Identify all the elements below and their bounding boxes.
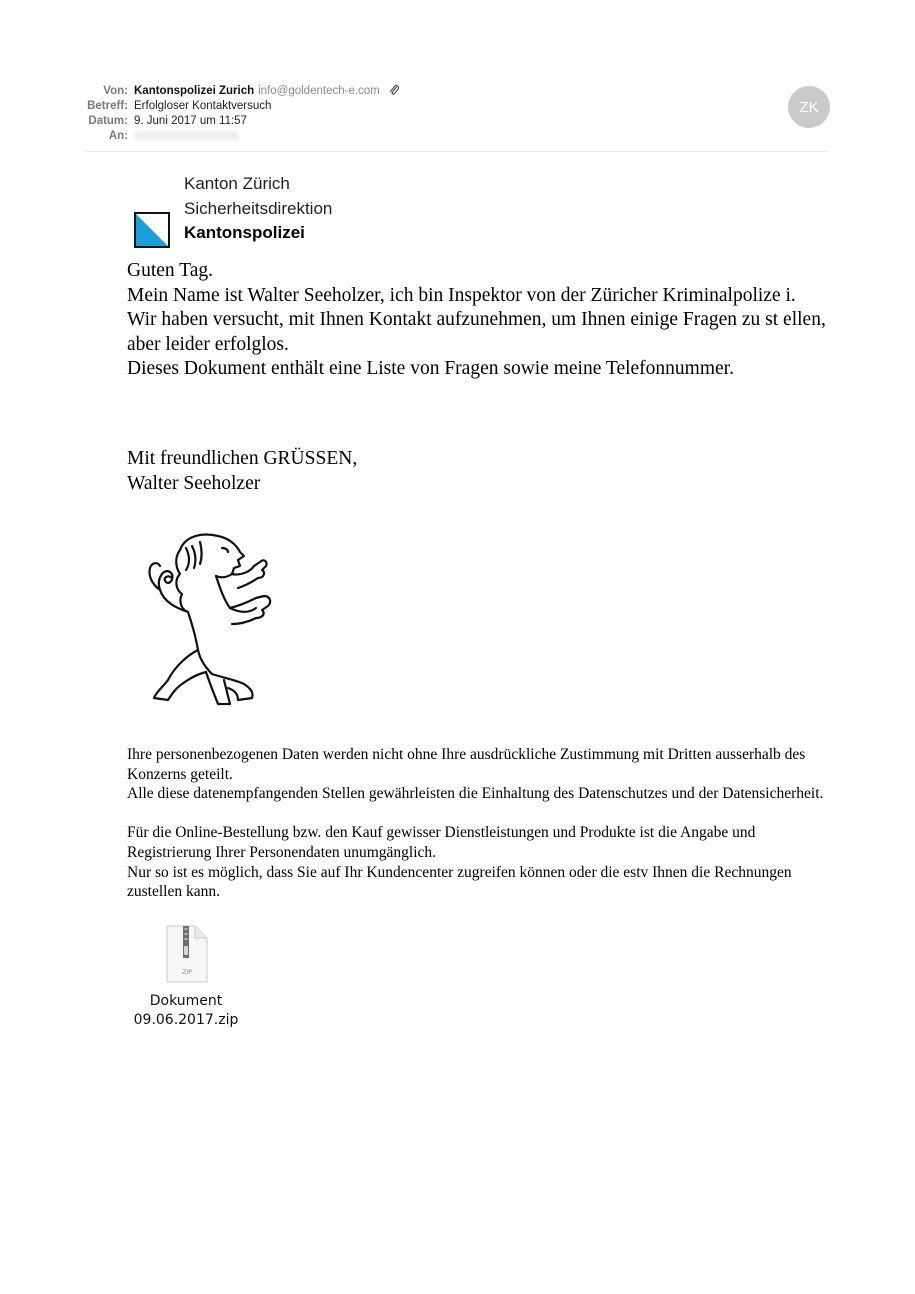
date-label: Datum: (88, 115, 128, 127)
subject-label: Betreff: (87, 100, 128, 112)
privacy-paragraph-3: Für die Online-Bestellung bzw. den Kauf gewisser Dienstleistungen und Produkte ist die Angabe und Registrierung Ihrer Personendaten unumgänglich. (127, 824, 756, 861)
from-label: Von: (103, 85, 128, 97)
subject-text: Erfolgloser Kontaktversuch (134, 100, 272, 112)
attachment-name-line-1: Dokument (149, 993, 223, 1009)
zip-attachment[interactable] (120, 924, 252, 1030)
zurich-shield-icon (134, 212, 170, 248)
privacy-paragraph-1: Ihre personenbezogenen Daten werden nicht ohne Ihre ausdrückliche Zustimmung mit Dritten ausserhalb des Konzerns geteilt. (127, 746, 806, 783)
recipient-redacted (134, 131, 239, 140)
mail-header (84, 84, 830, 144)
greeting: Guten Tag. (127, 260, 214, 281)
logo-directorate: Sicherheitsdirektion (184, 198, 333, 218)
privacy-paragraph-2: Alle diese datenempfangenden Stellen gewährleisten die Einhaltung des Datenschutzes und der Datensicherheit. (127, 785, 824, 803)
message-paragraph-3: Dieses Dokument enthält eine Liste von Fragen sowie meine Telefonnummer. (127, 358, 734, 380)
sender-name[interactable]: Kantonspolizei Zurich (134, 85, 255, 97)
police-logo (134, 172, 332, 246)
zip-icon-label: ZIP (182, 969, 192, 976)
to-row (84, 129, 830, 144)
signature-block (127, 447, 357, 496)
date-text: 9. Juni 2017 um 11:57 (134, 115, 247, 127)
privacy-paragraph-4: Nur so ist es möglich, dass Sie auf Ihr Kundencenter zugreifen können oder die estv Ihnen die Rechnungen zustellen kann. (127, 863, 792, 901)
zip-file-icon[interactable] (163, 924, 209, 984)
from-row (84, 84, 830, 99)
privacy-notice (127, 745, 832, 902)
paperclip-icon (389, 84, 399, 96)
attachment-name-line-2: 09.06.2017.zip (133, 1012, 239, 1028)
header-divider (84, 151, 830, 152)
signature-name: Walter Seeholzer (127, 472, 261, 494)
logo-canton: Kanton Zürich (184, 174, 290, 193)
subject-row (84, 99, 830, 114)
message-body (127, 259, 832, 382)
sender-avatar[interactable]: ZK (788, 86, 830, 128)
closing: Mit freundlichen GRÜSSEN, (127, 448, 358, 469)
logo-police: Kantonspolizei (184, 223, 305, 242)
message-paragraph-2: Wir haben versucht, mit Ihnen Kontakt aufzunehmen, um Ihnen einige Fragen zu st ellen, aber leider erfolglos. (127, 309, 826, 355)
message-paragraph-1: Mein Name ist Walter Seeholzer, ich bin Inspektor von der Züricher Kriminalpolize i. (127, 284, 796, 306)
date-row (84, 114, 830, 129)
sender-email[interactable]: info@goldentech-e.com (258, 85, 380, 97)
lion-emblem-icon (140, 528, 285, 713)
to-label: An: (108, 130, 128, 142)
